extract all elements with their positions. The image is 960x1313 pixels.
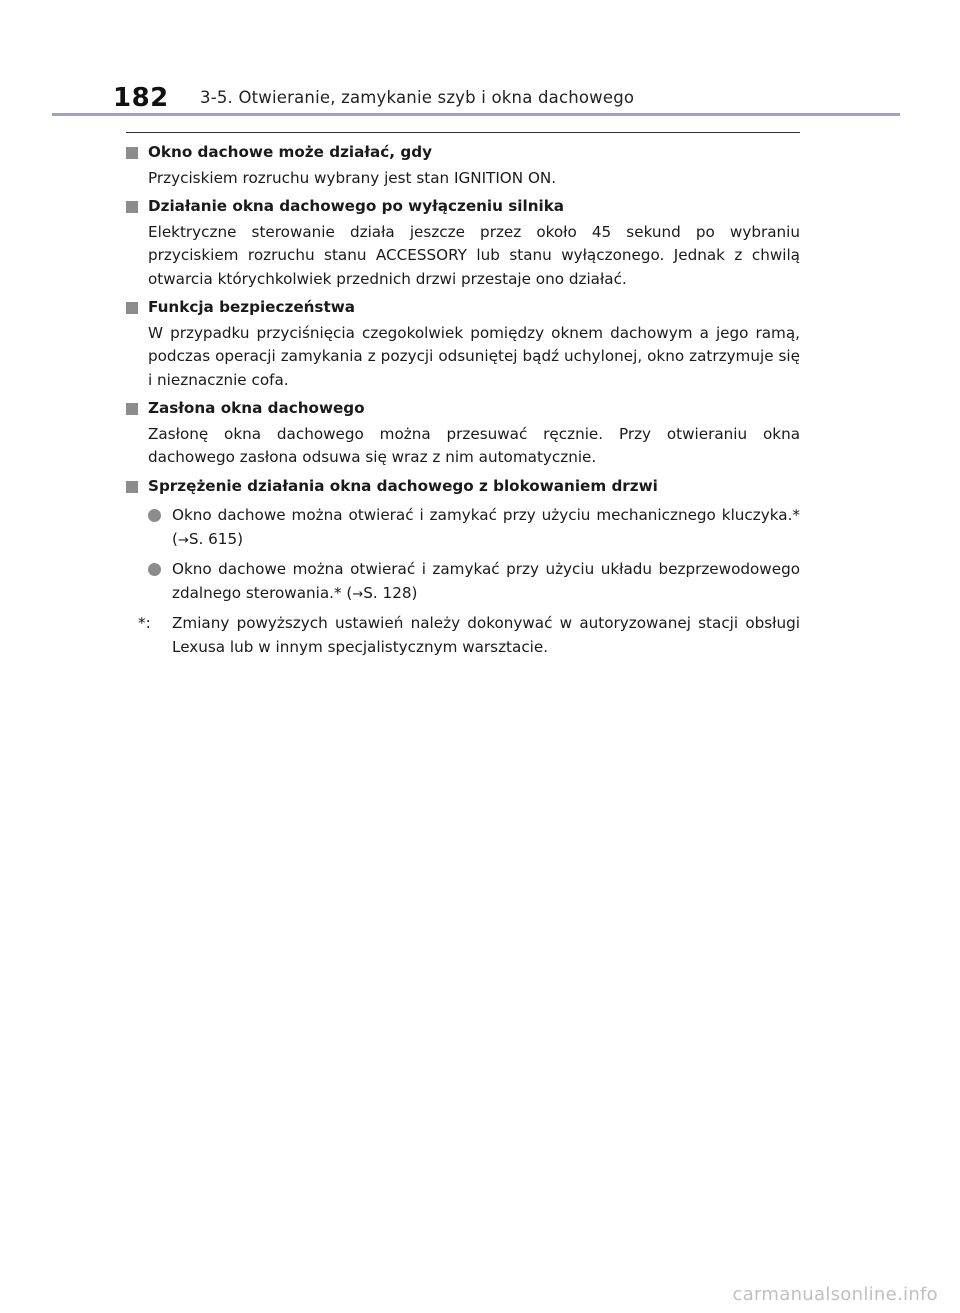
list-item — [126, 504, 800, 552]
page-number: 182 — [113, 83, 169, 113]
section-heading-text: Okno dachowe może działać, gdy — [148, 143, 432, 161]
square-bullet-icon — [126, 147, 138, 159]
square-bullet-icon — [126, 201, 138, 213]
section-heading — [126, 296, 800, 320]
section-heading-text: Działanie okna dachowego po wyłączeniu silnika — [148, 197, 565, 215]
header-title: 3-5. Otwieranie, zamykanie szyb i okna dachowego — [200, 88, 635, 107]
section-text: Przyciskiem rozruchu wybrany jest stan IGNITION ON. — [148, 168, 557, 187]
footnote-mark: *: — [138, 614, 151, 632]
square-bullet-icon — [126, 302, 138, 314]
header-rule — [52, 113, 900, 116]
page-content — [126, 141, 800, 659]
watermark: carmanualsonline.info — [732, 1284, 938, 1305]
arrow-right-icon: → — [177, 532, 189, 548]
section-text: W przypadku przyciśnięcia czegokolwiek pomiędzy oknem dachowym a jego ramą, podczas operacji zamykania z pozycji odsuniętej bądź uchylonej, okno zatrzymuje się i nieznacznie cofa. — [148, 323, 800, 389]
list-item-text: Okno dachowe można otwierać i zamykać przy użyciu mechanicznego kluczyka.* ( — [172, 506, 800, 548]
section-text: Zasłonę okna dachowego można przesuwać ręcznie. Przy otwieraniu okna dachowego zasłona odsuwa się wraz z nim automatycznie. — [148, 424, 800, 466]
page-reference[interactable]: S. 128) — [363, 583, 418, 602]
footnote-text: Zmiany powyższych ustawień należy dokonywać w autoryzowanej stacji obsługi Lexusa lub w innym specjalistycznym warsztacie. — [172, 614, 800, 656]
list-item-text: Okno dachowe można otwierać i zamykać przy użyciu układu bezprzewodowego zdalnego sterowania.* ( — [172, 560, 800, 602]
round-bullet-icon — [148, 563, 161, 576]
section-rule — [126, 132, 800, 133]
section-heading-text: Funkcja bezpieczeństwa — [148, 298, 356, 316]
arrow-right-icon: → — [352, 586, 364, 602]
footnote — [126, 612, 800, 659]
section-heading — [126, 475, 800, 499]
section-text: Elektryczne sterowanie działa jeszcze przez około 45 sekund po wybraniu przyciskiem rozruchu stanu ACCESSORY lub stanu wyłączonego. Jednak z chwilą otwarcia którychkolwiek przednich drzwi przestaje ono działać. — [148, 222, 800, 288]
square-bullet-icon — [126, 481, 138, 493]
section-heading — [126, 141, 800, 165]
list-item — [126, 558, 800, 606]
square-bullet-icon — [126, 403, 138, 415]
section-heading — [126, 397, 800, 421]
section-heading-text: Sprzężenie działania okna dachowego z blokowaniem drzwi — [148, 476, 658, 495]
round-bullet-icon — [148, 509, 161, 522]
section-heading-text: Zasłona okna dachowego — [148, 399, 365, 417]
section-heading — [126, 195, 800, 219]
page-reference[interactable]: S. 615) — [188, 529, 244, 548]
